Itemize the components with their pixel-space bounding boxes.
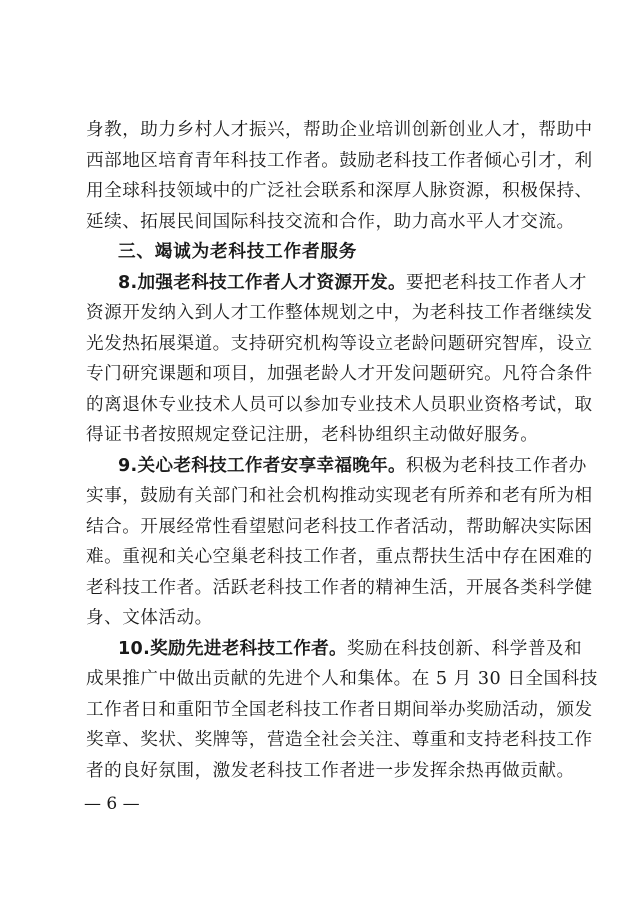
paragraph-line: 工作者日和重阳节全国老科技工作者日期间举办奖励活动，颁发	[86, 699, 593, 720]
paragraph-line: 身教，助力乡村人才振兴，帮助企业培训创新创业人才，帮助中	[86, 120, 593, 140]
item-8-first-rest: 要把老科技工作者人才	[405, 272, 587, 293]
paragraph-line: 奖章、奖状、奖牌等，营造全社会关注、尊重和支持老科技工作	[86, 730, 593, 750]
item-9-first-rest: 积极为老科技工作者办	[405, 455, 587, 476]
paragraph-line: 的离退休专业技术人员可以参加专业技术人员职业资格考试，取	[86, 394, 593, 415]
paragraph-line: 光发热拓展渠道。支持研究机构等设立老龄问题研究智库，设立	[86, 333, 593, 354]
item-9-title: 9.关心老科技工作者安享幸福晚年。	[118, 455, 406, 476]
paragraph-line: 者的良好氛围，激发老科技工作者进一步发挥余热再做贡献。	[86, 760, 575, 781]
paragraph-line: 专门研究课题和项目，加强老龄人才开发问题研究。凡符合条件	[86, 364, 593, 384]
paragraph-line: 难。重视和关心空巢老科技工作者，重点帮扶生活中存在困难的	[86, 547, 593, 567]
paragraph-line: 得证书者按照规定登记注册，老科协组织主动做好服务。	[86, 425, 539, 445]
item-9-first-line	[118, 452, 587, 480]
paragraph-line: 资源开发纳入到人才工作整体规划之中，为老科技工作者继续发	[86, 303, 593, 323]
paragraph-line: 老科技工作者。活跃老科技工作者的精神生活，开展各类科学健	[86, 577, 593, 598]
paragraph-line: 结合。开展经常性看望慰问老科技工作者活动，帮助解决实际困	[86, 516, 593, 537]
item-10-title: 10.奖励先进老科技工作者。	[118, 638, 347, 659]
section-heading: 三、竭诚为老科技工作者服务	[118, 242, 358, 262]
item-10-first-line	[118, 635, 583, 663]
item-8-title: 8.加强老科技工作者人才资源开发。	[118, 272, 406, 293]
page-number: — 6 —	[84, 794, 140, 814]
paragraph-line: 用全球科技领域中的广泛社会联系和深厚人脉资源，积极保持、	[86, 181, 593, 201]
item-8-first-line	[118, 269, 587, 297]
paragraph-line: 延续、拓展民间国际科技交流和合作，助力高水平人才交流。	[86, 211, 575, 232]
paragraph-line: 身、文体活动。	[86, 608, 213, 628]
paragraph-line: 实事，鼓励有关部门和社会机构推动实现老有所养和老有所为相	[86, 486, 593, 506]
paragraph-line: 成果推广中做出贡献的先进个人和集体。在 5 月 30 日全国科技	[86, 669, 598, 689]
item-10-first-rest: 奖励在科技创新、科学普及和	[346, 638, 583, 659]
paragraph-line: 西部地区培育青年科技工作者。鼓励老科技工作者倾心引才，利	[86, 150, 593, 171]
